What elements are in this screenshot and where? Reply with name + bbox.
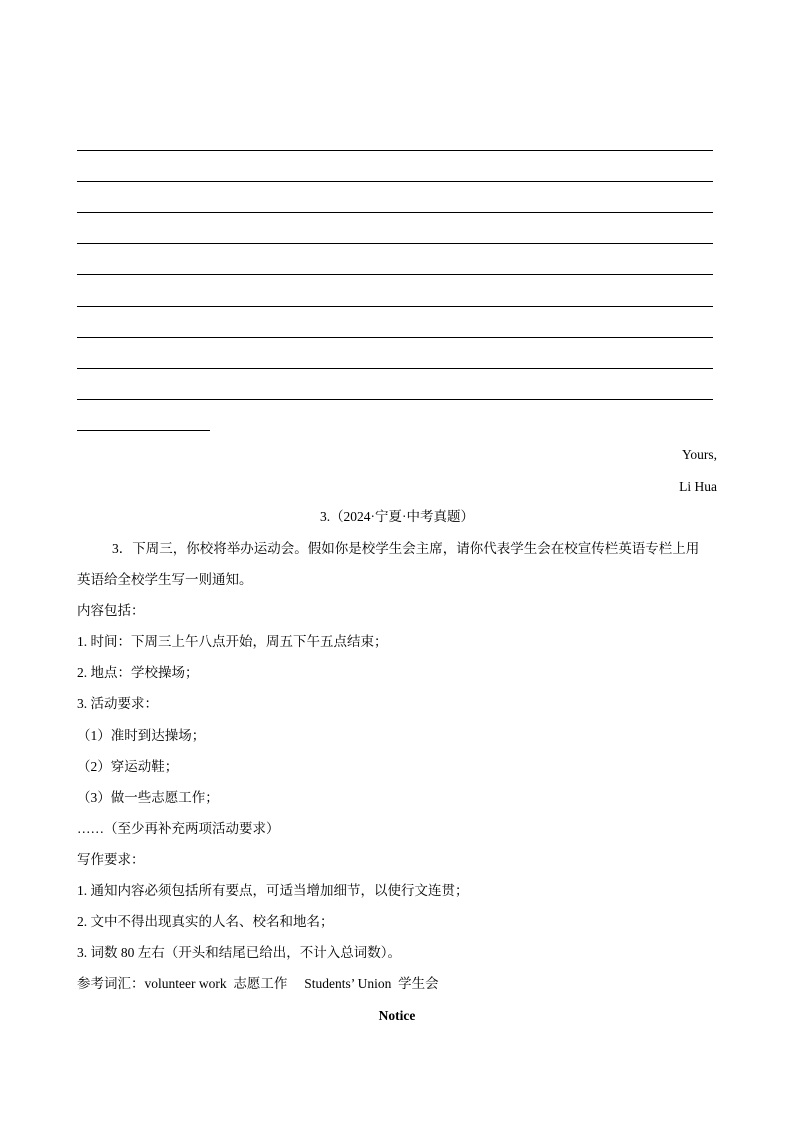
writing-line: [77, 150, 713, 151]
prompt-line-1: 3．下周三，你校将举办运动会。假如你是校学生会主席，请你代表学生会在校宣传栏英语专栏上用: [112, 541, 700, 556]
writing-requirement: 2. 文中不得出现真实的人名、校名和地名；: [77, 914, 334, 929]
notice-title: Notice: [378, 1008, 416, 1023]
content-item: 1. 时间：下周三上午八点开始，周五下午五点结束；: [77, 634, 388, 649]
content-item: 3. 活动要求：: [77, 696, 158, 711]
content-subitem: （1）准时到达操场；: [77, 728, 206, 743]
prompt-line-2: 英语给全校学生写一则通知。: [77, 572, 253, 587]
writing-line: [77, 274, 713, 275]
content-subitem: （2）穿运动鞋；: [77, 759, 179, 774]
reference-vocabulary: 参考词汇：volunteer work 志愿工作 Students’ Union 学生会: [77, 976, 439, 991]
writing-line: [77, 368, 713, 369]
writing-line: [77, 212, 713, 213]
writing-requirements-label: 写作要求：: [77, 852, 145, 867]
content-label: 内容包括：: [77, 603, 145, 618]
letter-signature: Li Hua: [679, 479, 717, 494]
letter-closing: Yours,: [681, 447, 717, 462]
writing-line: [77, 306, 713, 307]
writing-requirement: 3. 词数 80 左右（开头和结尾已给出，不计入总词数）。: [77, 945, 401, 960]
content-item: 2. 地点：学校操场；: [77, 665, 199, 680]
writing-line-short: [77, 430, 210, 431]
question-header: 3.（2024·宁夏·中考真题）: [319, 509, 475, 524]
writing-line: [77, 399, 713, 400]
writing-line: [77, 181, 713, 182]
content-subitem: （3）做一些志愿工作；: [77, 790, 219, 805]
writing-line: [77, 337, 713, 338]
content-subitem: ……（至少再补充两项活动要求）: [77, 821, 280, 836]
writing-requirement: 1. 通知内容必须包括所有要点，可适当增加细节，以使行文连贯；: [77, 883, 469, 898]
writing-line: [77, 243, 713, 244]
